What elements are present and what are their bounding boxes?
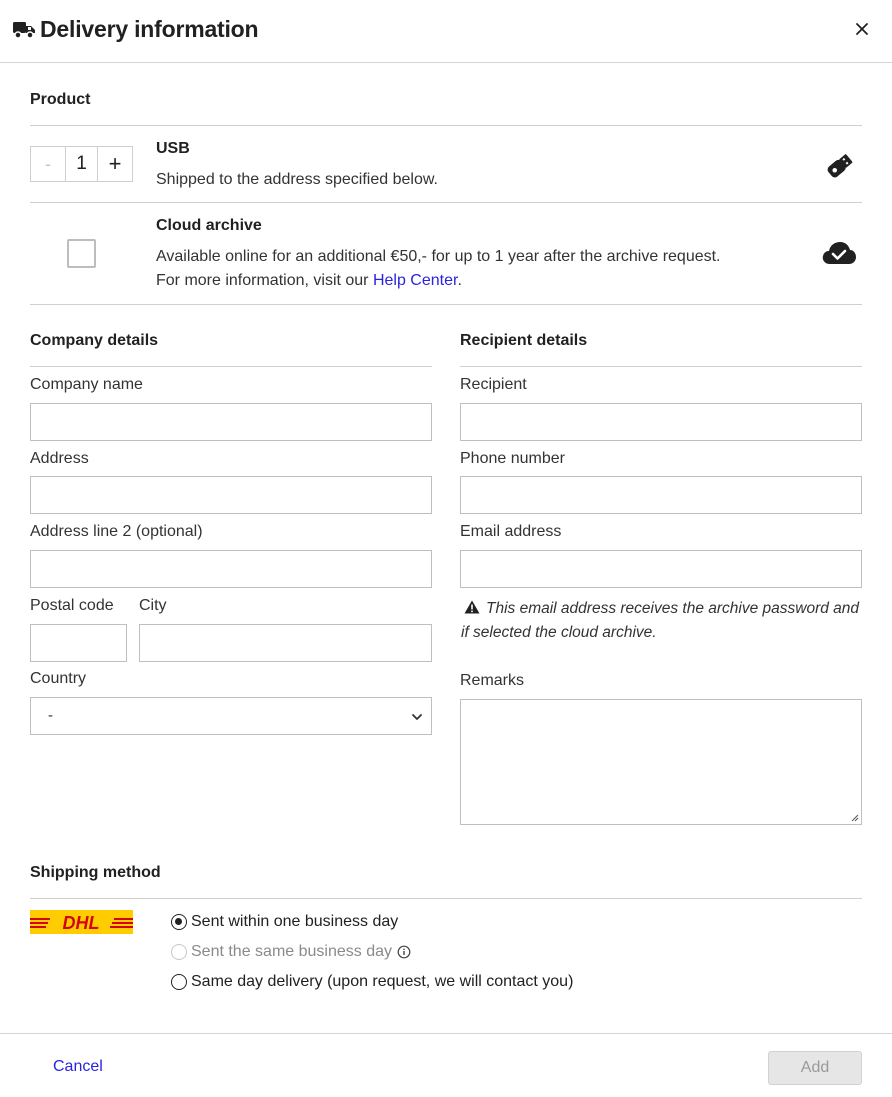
shipping-option-one-business-day[interactable] xyxy=(171,913,398,931)
shipping-option-same-day-delivery[interactable] xyxy=(171,973,573,991)
phone-label: Phone number xyxy=(460,450,565,467)
info-icon[interactable] xyxy=(397,945,411,959)
cloud-archive-title: Cloud archive xyxy=(156,217,262,234)
dialog-title: Delivery information xyxy=(40,16,259,42)
close-icon[interactable] xyxy=(852,19,872,39)
divider xyxy=(30,898,862,899)
cloud-check-icon xyxy=(821,240,857,266)
shipping-option-label: Sent within one business day xyxy=(191,913,399,930)
cloud-archive-description-prefix: For more information, visit our xyxy=(156,272,373,289)
cloud-archive-description-line1: Available online for an additional €50,- for up to 1 year after the archive request. xyxy=(156,248,721,265)
shipping-option-label: Sent the same business day xyxy=(191,943,393,960)
postal-code-input[interactable] xyxy=(30,624,127,662)
phone-input[interactable] xyxy=(460,476,862,514)
company-section-title: Company details xyxy=(30,332,159,349)
postal-code-label: Postal code xyxy=(30,597,114,614)
remarks-textarea[interactable] xyxy=(460,699,862,825)
recipient-label: Recipient xyxy=(460,376,527,393)
radio-checked[interactable] xyxy=(171,914,187,930)
recipient-section-title: Recipient details xyxy=(460,332,588,349)
address2-label: Address line 2 (optional) xyxy=(30,523,203,540)
divider xyxy=(30,304,862,305)
usb-description: Shipped to the address specified below. xyxy=(156,171,438,188)
radio-disabled xyxy=(171,944,187,960)
warning-icon xyxy=(464,600,480,614)
dhl-logo xyxy=(30,910,133,934)
usb-title: USB xyxy=(156,140,190,157)
shipping-option-label: Same day delivery (upon request, we will contact you) xyxy=(191,973,574,990)
divider xyxy=(30,125,862,126)
quantity-stepper xyxy=(30,146,133,182)
address-label: Address xyxy=(30,450,89,467)
increment-button[interactable]: + xyxy=(108,151,122,176)
cancel-button[interactable]: Cancel xyxy=(53,1058,103,1075)
shipping-option-same-business-day xyxy=(171,943,411,961)
divider xyxy=(30,366,432,367)
quantity-value[interactable]: 1 xyxy=(65,147,98,181)
divider xyxy=(460,366,862,367)
dialog-header xyxy=(0,0,892,63)
email-label: Email address xyxy=(460,523,562,540)
cloud-archive-description-suffix: . xyxy=(457,272,462,289)
address2-input[interactable] xyxy=(30,550,432,588)
dhl-logo-text: DHL xyxy=(62,913,100,933)
email-warning-text: This email address receives the archive password and if selected the cloud archive. xyxy=(461,600,860,641)
country-select[interactable] xyxy=(30,697,432,735)
address-input[interactable] xyxy=(30,476,432,514)
shipping-section-title: Shipping method xyxy=(30,864,161,881)
country-selected-value: - xyxy=(48,707,53,724)
resize-grip-icon[interactable] xyxy=(849,812,859,822)
decrement-button[interactable]: - xyxy=(45,153,51,174)
cloud-archive-checkbox[interactable] xyxy=(67,239,96,268)
city-input[interactable] xyxy=(139,624,432,662)
email-warning xyxy=(461,597,871,645)
add-button[interactable]: Add xyxy=(768,1051,862,1085)
product-section-title: Product xyxy=(30,91,91,108)
usb-drive-icon xyxy=(822,150,856,182)
footer-divider xyxy=(0,1033,892,1034)
remarks-label: Remarks xyxy=(460,672,525,689)
cloud-archive-description xyxy=(156,245,721,293)
city-label: City xyxy=(139,597,167,614)
recipient-input[interactable] xyxy=(460,403,862,441)
country-label: Country xyxy=(30,670,87,687)
email-input[interactable] xyxy=(460,550,862,588)
company-name-input[interactable] xyxy=(30,403,432,441)
help-center-link[interactable]: Help Center xyxy=(372,272,458,289)
radio-unchecked[interactable] xyxy=(171,974,187,990)
company-name-label: Company name xyxy=(30,376,143,393)
chevron-down-icon xyxy=(411,711,423,723)
truck-icon xyxy=(12,21,36,39)
divider xyxy=(30,202,862,203)
